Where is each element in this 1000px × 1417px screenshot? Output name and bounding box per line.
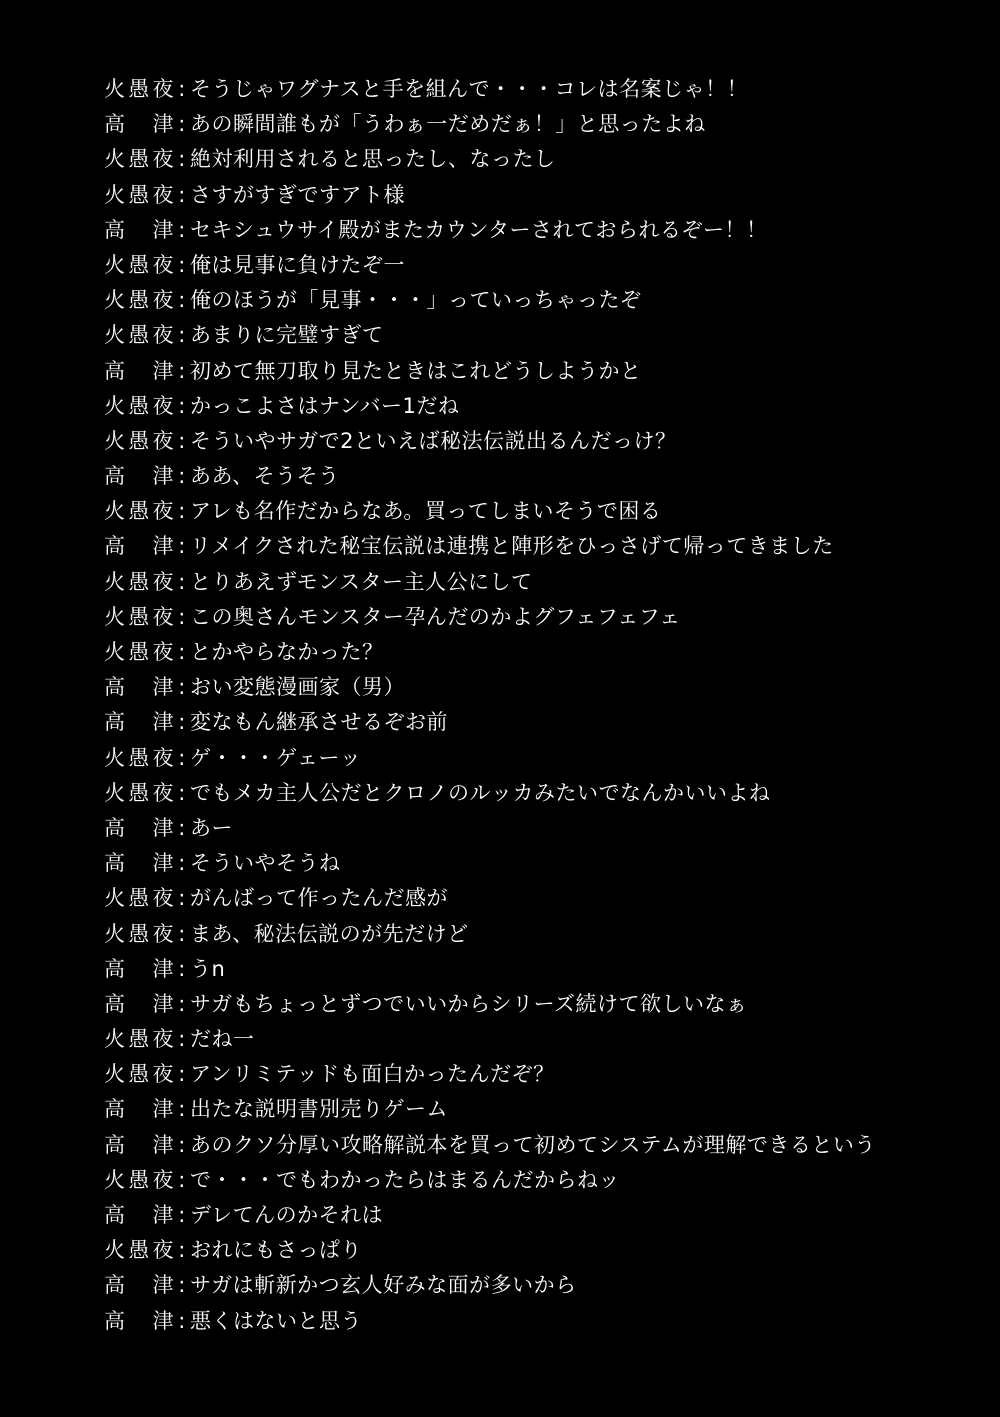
speaker-name: 高津 xyxy=(104,956,174,981)
dialogue-line xyxy=(104,459,984,494)
speaker-name: 高津 xyxy=(104,710,174,735)
speaker-name: 火愚夜 xyxy=(104,1027,174,1052)
speaker-name: 高津 xyxy=(104,1203,174,1227)
dialogue-line xyxy=(104,952,984,987)
speaker-name: 火愚夜 xyxy=(104,499,174,524)
speaker-separator: : xyxy=(178,288,186,313)
dialogue-line xyxy=(104,529,984,564)
speaker-separator: : xyxy=(178,358,186,383)
speaker-separator: : xyxy=(178,393,186,418)
speaker-name: 高津 xyxy=(104,534,174,559)
dialogue-text: そうじゃワグナスと手を組んで・・・コレは名案じゃ！！ xyxy=(190,77,749,101)
dialogue-text: アンリミテッドも面白かったんだぞ？ xyxy=(190,1062,555,1087)
speaker-separator: : xyxy=(178,921,186,946)
dialogue-line xyxy=(104,1198,984,1233)
dialogue-line xyxy=(104,142,984,177)
speaker-separator: : xyxy=(178,252,186,277)
speaker-separator: : xyxy=(178,112,186,137)
speaker-separator: : xyxy=(178,604,186,629)
dialogue-line xyxy=(104,72,984,107)
speaker-separator: : xyxy=(178,534,186,559)
speaker-separator: : xyxy=(178,1097,186,1122)
speaker-separator: : xyxy=(178,991,186,1016)
speaker-separator: : xyxy=(178,675,186,700)
dialogue-text: アレも名作だからなあ。買ってしまいそうで困る xyxy=(190,499,662,524)
dialogue-text: この奥さんモンスター孕んだのかよグフェフェフェ xyxy=(190,604,681,629)
speaker-separator: : xyxy=(178,323,186,348)
speaker-separator: : xyxy=(178,182,186,207)
speaker-name: 高津 xyxy=(104,991,174,1016)
dialogue-text: おい変態漫画家（男） xyxy=(190,675,405,700)
dialogue-line xyxy=(104,389,984,424)
speaker-separator: : xyxy=(178,77,186,101)
speaker-name: 高津 xyxy=(104,815,174,840)
dialogue-line xyxy=(104,600,984,635)
speaker-name: 火愚夜 xyxy=(104,182,174,207)
dialogue-text: 出たな説明書別売りゲーム xyxy=(190,1097,448,1122)
speaker-separator: : xyxy=(178,745,186,770)
dialogue-line xyxy=(104,1022,984,1057)
speaker-separator: : xyxy=(178,1203,186,1227)
speaker-separator: : xyxy=(178,710,186,735)
dialogue-text: かっこよさはナンバー1だね xyxy=(190,393,460,418)
speaker-name: 火愚夜 xyxy=(104,428,174,453)
dialogue-text: でもメカ主人公だとクロノのルッカみたいでなんかいいよね xyxy=(190,780,771,805)
dialogue-line xyxy=(104,107,984,142)
speaker-name: 火愚夜 xyxy=(104,921,174,946)
dialogue-line xyxy=(104,811,984,846)
dialogue-text: ああ、そうそう xyxy=(190,464,340,489)
speaker-name: 火愚夜 xyxy=(104,1062,174,1087)
speaker-separator: : xyxy=(178,1062,186,1087)
speaker-name: 高津 xyxy=(104,675,174,700)
dialogue-text: あのクソ分厚い攻略解説本を買って初めてシステムが理解できるという xyxy=(190,1132,876,1157)
dialogue-list xyxy=(104,72,984,1339)
dialogue-text: 変なもん継承させるぞお前 xyxy=(190,710,448,735)
dialogue-line xyxy=(104,248,984,283)
speaker-separator: : xyxy=(178,428,186,453)
speaker-name: 火愚夜 xyxy=(104,252,174,277)
dialogue-text: 俺のほうが「見事・・・」っていっちゃったぞ xyxy=(190,288,642,313)
dialogue-line xyxy=(104,1268,984,1303)
speaker-separator: : xyxy=(178,640,186,664)
dialogue-line xyxy=(104,1163,984,1198)
speaker-name: 火愚夜 xyxy=(104,780,174,805)
speaker-name: 火愚夜 xyxy=(104,1167,174,1192)
speaker-separator: : xyxy=(178,1238,186,1263)
dialogue-text: がんばって作ったんだ感が xyxy=(190,886,448,911)
dialogue-line xyxy=(104,917,984,952)
dialogue-line xyxy=(104,987,984,1022)
speaker-separator: : xyxy=(178,569,186,594)
speaker-name: 火愚夜 xyxy=(104,77,174,101)
dialogue-text: あー xyxy=(190,815,233,840)
dialogue-line xyxy=(104,776,984,811)
dialogue-text: そういやそうね xyxy=(190,851,341,876)
dialogue-text: で・・・でもわかったらはまるんだからねッ xyxy=(190,1167,620,1192)
speaker-separator: : xyxy=(178,886,186,911)
dialogue-text: 絶対利用されると思ったし、なったし xyxy=(190,147,556,172)
dialogue-text: 俺は見事に負けたぞ一 xyxy=(190,252,405,277)
dialogue-text: ゲ・・・ゲェーッ xyxy=(190,745,362,770)
speaker-separator: : xyxy=(178,1273,186,1298)
dialogue-line xyxy=(104,635,984,670)
speaker-name: 高津 xyxy=(104,1097,174,1122)
dialogue-line xyxy=(104,881,984,916)
dialogue-line xyxy=(104,318,984,353)
speaker-separator: : xyxy=(178,147,186,172)
speaker-separator: : xyxy=(178,780,186,805)
dialogue-text: とかやらなかった？ xyxy=(190,640,384,664)
dialogue-line xyxy=(104,846,984,881)
speaker-separator: : xyxy=(178,499,186,524)
dialogue-line xyxy=(104,705,984,740)
dialogue-text: サガは斬新かつ玄人好みな面が多いから xyxy=(190,1273,577,1298)
speaker-name: 火愚夜 xyxy=(104,393,174,418)
speaker-name: 火愚夜 xyxy=(104,1238,174,1263)
dialogue-line xyxy=(104,213,984,248)
dialogue-text: 悪くはないと思う xyxy=(190,1308,362,1333)
speaker-name: 火愚夜 xyxy=(104,886,174,911)
dialogue-line xyxy=(104,1057,984,1092)
speaker-name: 高津 xyxy=(104,358,174,383)
dialogue-text: リメイクされた秘宝伝説は連携と陣形をひっさげて帰ってきました xyxy=(190,534,834,559)
speaker-separator: : xyxy=(178,851,186,876)
dialogue-line xyxy=(104,1304,984,1339)
dialogue-line xyxy=(104,178,984,213)
speaker-separator: : xyxy=(178,1132,186,1157)
dialogue-text: おれにもさっぱり xyxy=(190,1238,362,1263)
dialogue-text: デレてんのかそれは xyxy=(190,1203,384,1227)
speaker-name: 火愚夜 xyxy=(104,604,174,629)
dialogue-line xyxy=(104,494,984,529)
speaker-separator: : xyxy=(178,956,186,981)
dialogue-line xyxy=(104,424,984,459)
dialogue-line xyxy=(104,283,984,318)
dialogue-line xyxy=(104,741,984,776)
dialogue-line xyxy=(104,1233,984,1268)
dialogue-text: だね一 xyxy=(190,1027,255,1052)
dialogue-line xyxy=(104,565,984,600)
speaker-separator: : xyxy=(178,1308,186,1333)
speaker-separator: : xyxy=(178,464,186,489)
dialogue-line xyxy=(104,1092,984,1127)
dialogue-text: さすがすぎですアト様 xyxy=(190,182,405,207)
dialogue-text: 初めて無刀取り見たときはこれどうしようかと xyxy=(190,358,642,383)
dialogue-text: うn xyxy=(190,956,226,981)
dialogue-line xyxy=(104,670,984,705)
speaker-name: 高津 xyxy=(104,464,174,489)
speaker-separator: : xyxy=(178,1027,186,1052)
speaker-name: 高津 xyxy=(104,1273,174,1298)
dialogue-text: あまりに完璧すぎて xyxy=(190,323,384,348)
dialogue-text: あの瞬間誰もが「うわぁ一だめだぁ！」と思ったよね xyxy=(190,112,706,137)
speaker-name: 高津 xyxy=(104,217,174,242)
dialogue-text: サガもちょっとずつでいいからシリーズ続けて欲しいなぁ xyxy=(190,991,748,1016)
speaker-separator: : xyxy=(178,1167,186,1192)
speaker-name: 火愚夜 xyxy=(104,288,174,313)
speaker-name: 火愚夜 xyxy=(104,147,174,172)
dialogue-line xyxy=(104,1128,984,1163)
dialogue-text: とりあえずモンスター主人公にして xyxy=(190,569,533,594)
speaker-separator: : xyxy=(178,217,186,242)
speaker-name: 火愚夜 xyxy=(104,569,174,594)
speaker-name: 火愚夜 xyxy=(104,745,174,770)
dialogue-text: まあ、秘法伝説のが先だけど xyxy=(190,921,469,946)
dialogue-text: そういやサガで2といえば秘法伝説出るんだっけ？ xyxy=(190,428,677,453)
speaker-name: 高津 xyxy=(104,1132,174,1157)
speaker-name: 高津 xyxy=(104,1308,174,1333)
speaker-name: 高津 xyxy=(104,112,174,137)
dialogue-line xyxy=(104,354,984,389)
speaker-name: 火愚夜 xyxy=(104,640,174,664)
dialogue-text: セキシュウサイ殿がまたカウンターされておられるぞー！！ xyxy=(190,217,768,242)
speaker-name: 火愚夜 xyxy=(104,323,174,348)
speaker-name: 高津 xyxy=(104,851,174,876)
speaker-separator: : xyxy=(178,815,186,840)
